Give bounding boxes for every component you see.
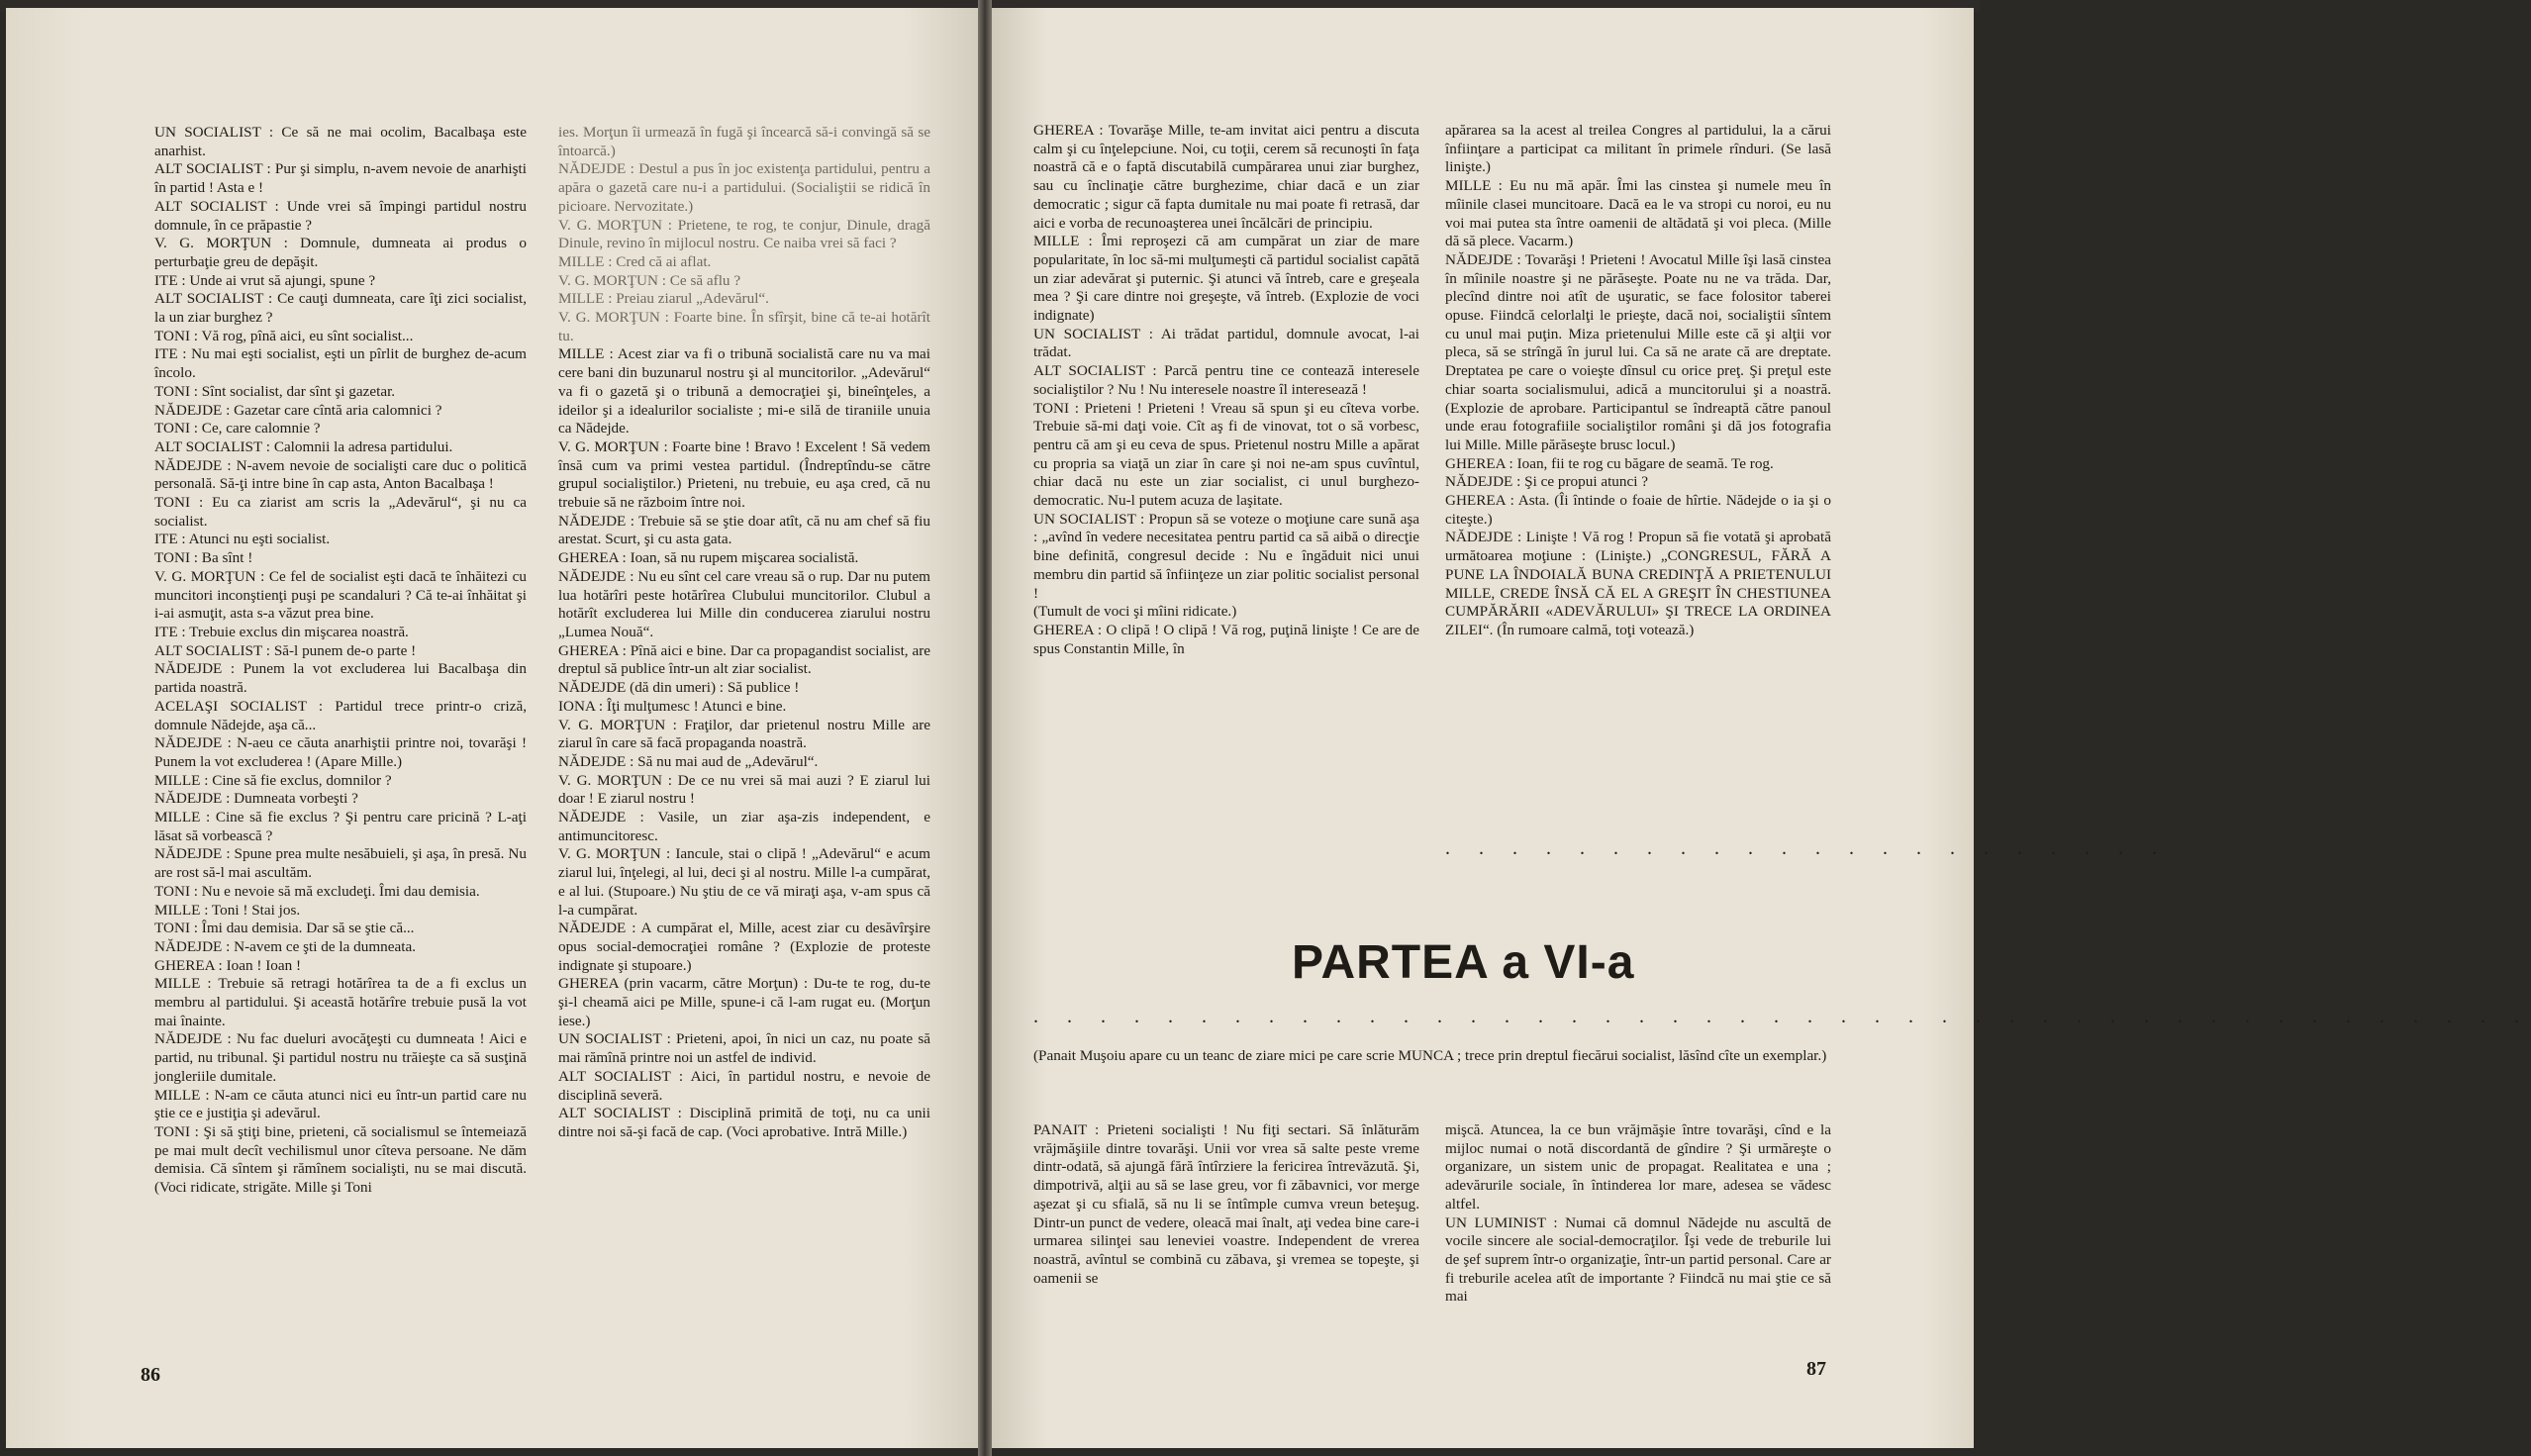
dialogue-paragraph: UN SOCIALIST : Propun să se voteze o moţiune care sună aşa : „avînd în vedere necesitatea pentru partid ca să aibă o direcţie bine definită, congresul decide : Nu e îngăduit nici unui membru din partid să înfiinţeze un ziar politic socialist personal !	[1033, 510, 1419, 602]
book-gutter	[978, 0, 992, 1456]
dialogue-paragraph: ACELAŞI SOCIALIST : Partidul trece printr-o criză, domnule Nădejde, aşa că...	[154, 697, 527, 733]
dialogue-paragraph: MILLE : Cine să fie exclus, domnilor ?	[154, 771, 392, 789]
dialogue-paragraph: MILLE : Eu nu mă apăr. Îmi las cinstea şi numele meu în mîinile clasei muncitoare. Dacă ea le va stropi cu noroi, eu nu voi mai putea sta între oamenii de altădată şi voi pleca. (Mille dă să plece. Vacarm.)	[1445, 177, 1831, 250]
dialogue-paragraph: mişcă. Atuncea, la ce bun vrăjmăşie între tovarăşi, cînd e la mijloc numai o notă discordantă de gîndire ? Şi urmăreşte o organizare, un sistem unic de propagat. Realitatea e una ; adevărurile sociale, în întinderea lor mare, adesea se vădesc altfel.	[1445, 1121, 1831, 1213]
left-page-column-2	[558, 124, 930, 1217]
section-divider-dots-top: . . . . . . . . . . . . . . . . . . . . . .	[1445, 837, 2169, 859]
dialogue-paragraph: NĂDEJDE : Gazetar care cîntă aria calomnici ?	[154, 401, 442, 419]
dialogue-paragraph: MILLE : N-am ce căuta atunci nici eu într-un partid care nu ştie ce e justiţia şi adevărul.	[154, 1086, 527, 1122]
dialogue-paragraph: ALT SOCIALIST : Calomnii la adresa partidului.	[154, 437, 453, 455]
dialogue-paragraph: GHEREA : Asta. (Îi întinde o foaie de hîrtie. Nădejde o ia şi o citeşte.)	[1445, 492, 1831, 528]
part-heading: PARTEA a VI-a	[1292, 936, 1635, 989]
dialogue-paragraph: (Tumult de voci şi mîini ridicate.)	[1033, 603, 1237, 621]
dialogue-paragraph: NĂDEJDE : A cumpărat el, Mille, acest ziar cu desăvîrşire opus social-democraţiei române ? (Explozie de proteste indignate şi stupoare.)	[558, 920, 930, 974]
dialogue-paragraph: GHEREA : Tovarăşe Mille, te-am invitat aici pentru a discuta calm şi cu înţelepciune. Noi, cu toţii, cerem să recunoşti în faţa noastră că e o faptă discutabilă cumpărarea unui ziar burghez, sau cu înclinaţie către burghezime, chiar dacă e un ziar democratic ; sigur că fapta dumitale nu mai poate fi retrasă, dar aici e vorba de recunoaşterea unei încălcări de principiu.	[1033, 122, 1419, 232]
left-page-column-1	[154, 124, 527, 1217]
dialogue-paragraph: NĂDEJDE : Punem la vot excluderea lui Bacalbaşa din partida noastră.	[154, 660, 527, 697]
dialogue-paragraph: NĂDEJDE : Nu eu sînt cel care vreau să o rup. Dar nu putem lua hotărîri peste hotărîrea Clubului muncitorilor. Clubul a hotărît excluderea lui Mille din conducerea ziarului nostru „Lumea Nouă“.	[558, 567, 930, 640]
dialogue-paragraph: MILLE : Acest ziar va fi o tribună socialistă care nu va mai cere bani din buzunarul nostru şi al muncitorilor. „Adevărul“ va fi o gazetă şi o tribună a democraţiei şi, bineînţeles, a ideilor şi a idealurilor socialiste ; mi-e silă de tiraniile unuia ca Nădejde.	[558, 345, 930, 437]
dialogue-paragraph: ALT SOCIALIST : Aici, în partidul nostru, e nevoie de disciplină severă.	[558, 1067, 930, 1104]
dialogue-paragraph: UN LUMINIST : Numai că domnul Nădejde nu ascultă de vocile sincere ale social-democraţilor. Îşi vede de treburile lui de şef suprem într-o organizaţie, într-un partid personal. Care ar fi treburile acelea atît de importante ? Fiindcă nu mai ştie ce să mai	[1445, 1213, 1831, 1306]
dialogue-paragraph: UN SOCIALIST : Ce să ne mai ocolim, Bacalbaşa este anarhist.	[154, 124, 527, 159]
dialogue-paragraph: NĂDEJDE : Spune prea multe nesăbuieli, şi aşa, în presă. Nu are rost să-l mai ascultăm.	[154, 845, 527, 882]
dialogue-paragraph: GHEREA : Ioan ! Ioan !	[154, 956, 302, 974]
dialogue-paragraph: NĂDEJDE : N-aeu ce căuta anarhiştii printre noi, tovarăşi ! Punem la vot excluderea ! (Apare Mille.)	[154, 734, 527, 770]
dialogue-paragraph: TONI : Ce, care calomnie ?	[154, 420, 321, 437]
dialogue-paragraph: ALT SOCIALIST : Unde vrei să împingi partidul nostru domnule, în ce prăpastie ?	[154, 197, 527, 234]
dialogue-paragraph: NĂDEJDE : Trebuie să se ştie doar atît, că nu am chef să fiu arestat. Scurt, şi cu asta gata.	[558, 512, 930, 548]
dialogue-paragraph: GHEREA : Ioan, fii te rog cu băgare de seamă. Te rog.	[1445, 454, 1774, 472]
dialogue-paragraph: apărarea sa la acest al treilea Congres al partidului, la a cărui înfiinţare a participat ca militant în primele rînduri. (Se lasă linişte.)	[1445, 122, 1831, 176]
dialogue-paragraph: MILLE : Cine să fie exclus ? Şi pentru care pricină ? L-aţi lăsat să vorbească ?	[154, 809, 527, 844]
dialogue-paragraph: ALT SOCIALIST : Pur şi simplu, n-avem nevoie de anarhişti în partid ! Asta e !	[154, 160, 527, 197]
dialogue-paragraph: MILLE : Preiau ziarul „Adevărul“.	[558, 290, 769, 308]
dialogue-paragraph: PANAIT : Prieteni socialişti ! Nu fiţi sectari. Să înlăturăm vrăjmăşiile dintre tovarăşi. Unii vor vrea să salte peste vreme dintr-odată, să ajungă fără întîrziere la fericirea întrevăzută. Şi, dimpotrivă, alţii au să se lase greu, vor fi zăbavnici, vor merge aşezat şi cu sfială, să nu li se întîmple cumva vreun beteşug. Dintr-un punct de vedere, oleacă mai înalt, aţi vedea bine care-i urmarea silinţei sau leneviei voastre. Independent de vrerea noastră, avîntul se combină cu zăbava, şi vremea se topeşte, şi oamenii se	[1033, 1121, 1419, 1287]
dialogue-paragraph: TONI : Sînt socialist, dar sînt şi gazetar.	[154, 382, 396, 400]
dialogue-paragraph: NĂDEJDE : Tovarăşi ! Prieteni ! Avocatul Mille îşi lasă cinstea în mîinile noastre şi ne părăseşte. Poate nu ne va trăda. Dar, plecînd dintre noi atît de uşuratic, se face folositor taberei opuse. Fiindcă celorlalţi le prieşte, dacă noi, socialiştii sîntem cu unul mai puţin. Miza prietenului Mille este că şi alţii vor pleca, să se strîngă în jurul lui. Ca să ne arate că are dreptate. Dreptatea pe care o voieşte dînsul cu orice preţ. Şi preţul este chiar soarta socialismului, adică a muncitorului şi a noastră. (Explozie de aprobare. Participantul se îndreaptă către panoul unde erau fotografiile socialiştilor români şi dă jos fotografia lui Mille. Mille părăseşte brusc locul.)	[1445, 250, 1831, 453]
dialogue-paragraph: V. G. MORŢUN : Foarte bine. În sfîrşit, bine că te-ai hotărît tu.	[558, 309, 930, 344]
right-page-column-3	[1033, 1121, 1419, 1359]
dialogue-paragraph: TONI : Şi să ştiţi bine, prieteni, că socialismul se întemeiază pe mai mult decît vechilismul unor cîteva persoane. Ne dăm demisia. Că sîntem şi rămînem socialişti, nu se mai discută. (Voci ridicate, strigăte. Mille şi Toni	[154, 1122, 527, 1197]
dialogue-paragraph: NĂDEJDE : Nu fac dueluri avocăţeşti cu dumneata ! Aici e partid, nu tribunal. Şi partidul nostru nu trăieşte ca să susţină jongleriile dumitale.	[154, 1030, 527, 1085]
dialogue-paragraph: NĂDEJDE : Dumneata vorbeşti ?	[154, 790, 358, 808]
dialogue-paragraph: TONI : Eu ca ziarist am scris la „Adevărul“, şi nu ca socialist.	[154, 494, 527, 530]
dialogue-paragraph: UN SOCIALIST : Prieteni, apoi, în nici un caz, nu poate să mai rămînă printre noi un astfel de individ.	[558, 1030, 930, 1067]
dialogue-paragraph: V. G. MORŢUN : Ce fel de socialist eşti dacă te înhăitezi cu muncitori inconştienţi puşi pe scandaluri ? Că te-ai înhăitat şi i-ai asmuţit, asta s-a văzut prea bine.	[154, 567, 527, 623]
dialogue-paragraph: ITE : Nu mai eşti socialist, eşti un pîrlit de burghez de-acum încolo.	[154, 345, 527, 382]
dialogue-paragraph: V. G. MORŢUN : Domnule, dumneata ai produs o perturbaţie greu de depăşit.	[154, 235, 527, 270]
right-page-column-2	[1445, 122, 1831, 849]
dialogue-paragraph: NĂDEJDE (dă din umeri) : Să publice !	[558, 679, 800, 697]
dialogue-paragraph: ies. Morţun îi urmează în fugă şi încearcă să-i convingă să se întoarcă.)	[558, 124, 930, 159]
dialogue-paragraph: V. G. MORŢUN : Ce să aflu ?	[558, 271, 741, 289]
dialogue-paragraph: V. G. MORŢUN : Foarte bine ! Bravo ! Excelent ! Să vedem însă cum va primi vestea partidul. (Îndreptîndu-se către grupul socialiştilor.) Prieteni, nu trebuie, eu aşa cred, că nu trebuie să ne războim între noi.	[558, 437, 930, 512]
left-page	[6, 8, 982, 1448]
dialogue-paragraph: TONI : Nu e nevoie să mă excludeţi. Îmi dau demisia.	[154, 882, 480, 900]
dialogue-paragraph: IONA : Îţi mulţumesc ! Atunci e bine.	[558, 697, 787, 715]
dialogue-paragraph: ITE : Atunci nu eşti socialist.	[154, 531, 331, 548]
right-page	[988, 8, 2531, 1448]
dialogue-paragraph: UN SOCIALIST : Ai trădat partidul, domnule avocat, l-ai trădat.	[1033, 325, 1419, 361]
dialogue-paragraph: NĂDEJDE : N-avem nevoie de socialişti care duc o politică personală. Să-ţi intre bine în cap asta, Anton Bacalbaşa !	[154, 456, 527, 493]
dialogue-paragraph: NĂDEJDE : Vasile, un ziar aşa-zis independent, e antimuncitoresc.	[558, 809, 930, 844]
dialogue-paragraph: ALT SOCIALIST : Ce cauţi dumneata, care îţi zici socialist, la un ziar burghez ?	[154, 290, 527, 327]
dialogue-paragraph: GHEREA : O clipă ! O clipă ! Vă rog, puţină linişte ! Ce are de spus Constantin Mille, în	[1033, 621, 1419, 657]
section-divider-dots-bottom: . . . . . . . . . . . . . . . . . . . . . . . . . . . . . . . . . . . . . . . . . . . . .	[1033, 1006, 2531, 1027]
dialogue-paragraph: GHEREA : Ioan, să nu rupem mişcarea socialistă.	[558, 549, 859, 567]
dialogue-paragraph: ALT SOCIALIST : Parcă pentru tine ce contează interesele socialiştilor ? Nu ! Nu interesele noastre îl interesează !	[1033, 362, 1419, 398]
dialogue-paragraph: TONI : Vă rog, pînă aici, eu sînt socialist...	[154, 327, 414, 344]
dialogue-paragraph: GHEREA : Pînă aici e bine. Dar ca propagandist socialist, are dreptul să publice într-un alt ziar socialist.	[558, 641, 930, 678]
dialogue-paragraph: ITE : Unde ai vrut să ajungi, spune ?	[154, 271, 376, 289]
dialogue-paragraph: V. G. MORŢUN : Iancule, stai o clipă ! „Adevărul“ e acum ziarul lui, înţelegi, al lui, deci şi al nostru. Mille l-a cumpărat, e al lui. (Stupoare.) Nu ştiu de ce vă miraţi aşa, v-am spus că l-a cumpărat.	[558, 845, 930, 919]
right-page-column-4	[1445, 1121, 1831, 1359]
dialogue-paragraph: V. G. MORŢUN : De ce nu vrei să mai auzi ? E ziarul lui doar ! E ziarul nostru !	[558, 771, 930, 808]
dialogue-paragraph: MILLE : Îmi reproşezi că am cumpărat un ziar de mare popularitate, în loc să-mi mulţumeşti că partidul socialist capătă un ziar adevărat şi puternic. Şi atunci vă întreb, care e greşeala mea ? Şi care dintre noi greşeşte, vă întreb. (Explozie de voci indignate)	[1033, 233, 1419, 325]
dialogue-paragraph: V. G. MORŢUN : Prietene, te rog, te conjur, Dinule, dragă Dinule, revino în mijlocul nostru. Ce naiba vrei să faci ?	[558, 216, 930, 252]
dialogue-paragraph: NĂDEJDE : N-avem ce şti de la dumneata.	[154, 937, 417, 955]
dialogue-paragraph: TONI : Ba sînt !	[154, 549, 253, 567]
dialogue-paragraph: NĂDEJDE : Linişte ! Vă rog ! Propun să fie votată şi aprobată următoarea moţiune : (Linişte.) „CONGRESUL, FĂRĂ A PUNE LA ÎNDOIALĂ BUNA CREDINŢĂ A PRIETENULUI MILLE, CREDE ÎNSĂ CĂ EL A GREŞIT ÎN CHESTIUNEA CUMPĂRĂRII «ADEVĂRULUI» ŞI TRECE LA ORDINEA ZILEI“. (În rumoare calmă, toţi votează.)	[1445, 529, 1831, 638]
page-number-left: 86	[141, 1364, 160, 1386]
stage-direction: (Panait Muşoiu apare cu un teanc de ziare mici pe care scrie MUNCA ; trece prin dreptul fiecărui socialist, lăsînd cîte un exemplar.)	[1033, 1047, 1827, 1064]
dialogue-paragraph: GHEREA (prin vacarm, către Morţun) : Du-te te rog, du-te şi-l cheamă aici pe Mille, spune-i că l-am rugat eu. (Morţun iese.)	[558, 975, 930, 1029]
dialogue-paragraph: V. G. MORŢUN : Fraţilor, dar prietenul nostru Mille are ziarul în care să facă propaganda noastră.	[558, 716, 930, 752]
dialogue-paragraph: TONI : Îmi dau demisia. Dar să se ştie că...	[154, 920, 415, 937]
dialogue-paragraph: ALT SOCIALIST : Să-l punem de-o parte !	[154, 641, 417, 659]
dialogue-paragraph: MILLE : Cred că ai aflat.	[558, 252, 712, 270]
dialogue-paragraph: NĂDEJDE : Destul a pus în joc existenţa partidului, pentru a apăra o gazetă care nu-i a partidului. (Socialiştii se ridică în picioare. Nervozitate.)	[558, 160, 930, 215]
right-page-column-1	[1033, 122, 1419, 849]
dialogue-paragraph: MILLE : Toni ! Stai jos.	[154, 901, 301, 919]
dialogue-paragraph: NĂDEJDE : Şi ce propui atunci ?	[1445, 473, 1648, 491]
dialogue-paragraph: ITE : Trebuie exclus din mişcarea noastră.	[154, 623, 409, 640]
dialogue-paragraph: TONI : Prieteni ! Prieteni ! Vreau să spun şi eu cîteva vorbe. Trebuie să-mi daţi voie. Cît aş fi de vinovat, tot o să vorbesc, pentru că am şi eu ceva de spus. Prietenul nostru Mille a apărat cu propria sa viaţă un ziar în care şi noi ne-am spus cuvîntul, chiar dacă nu este un ziar socialist, ci unul burghezo-democratic. Nu-l putem acuza de laşitate.	[1033, 399, 1419, 510]
dialogue-paragraph: MILLE : Trebuie să retragi hotărîrea ta de a fi exclus un membru al partidului. Şi această hotărîre trebuie pusă la vot mai înainte.	[154, 975, 527, 1029]
dialogue-paragraph: ALT SOCIALIST : Disciplină primită de toţi, nu ca unii dintre noi să-şi facă de cap. (Voci aprobative. Intră Mille.)	[558, 1105, 930, 1140]
page-number-right: 87	[1806, 1358, 1826, 1380]
dialogue-paragraph: NĂDEJDE : Să nu mai aud de „Adevărul“.	[558, 752, 819, 770]
